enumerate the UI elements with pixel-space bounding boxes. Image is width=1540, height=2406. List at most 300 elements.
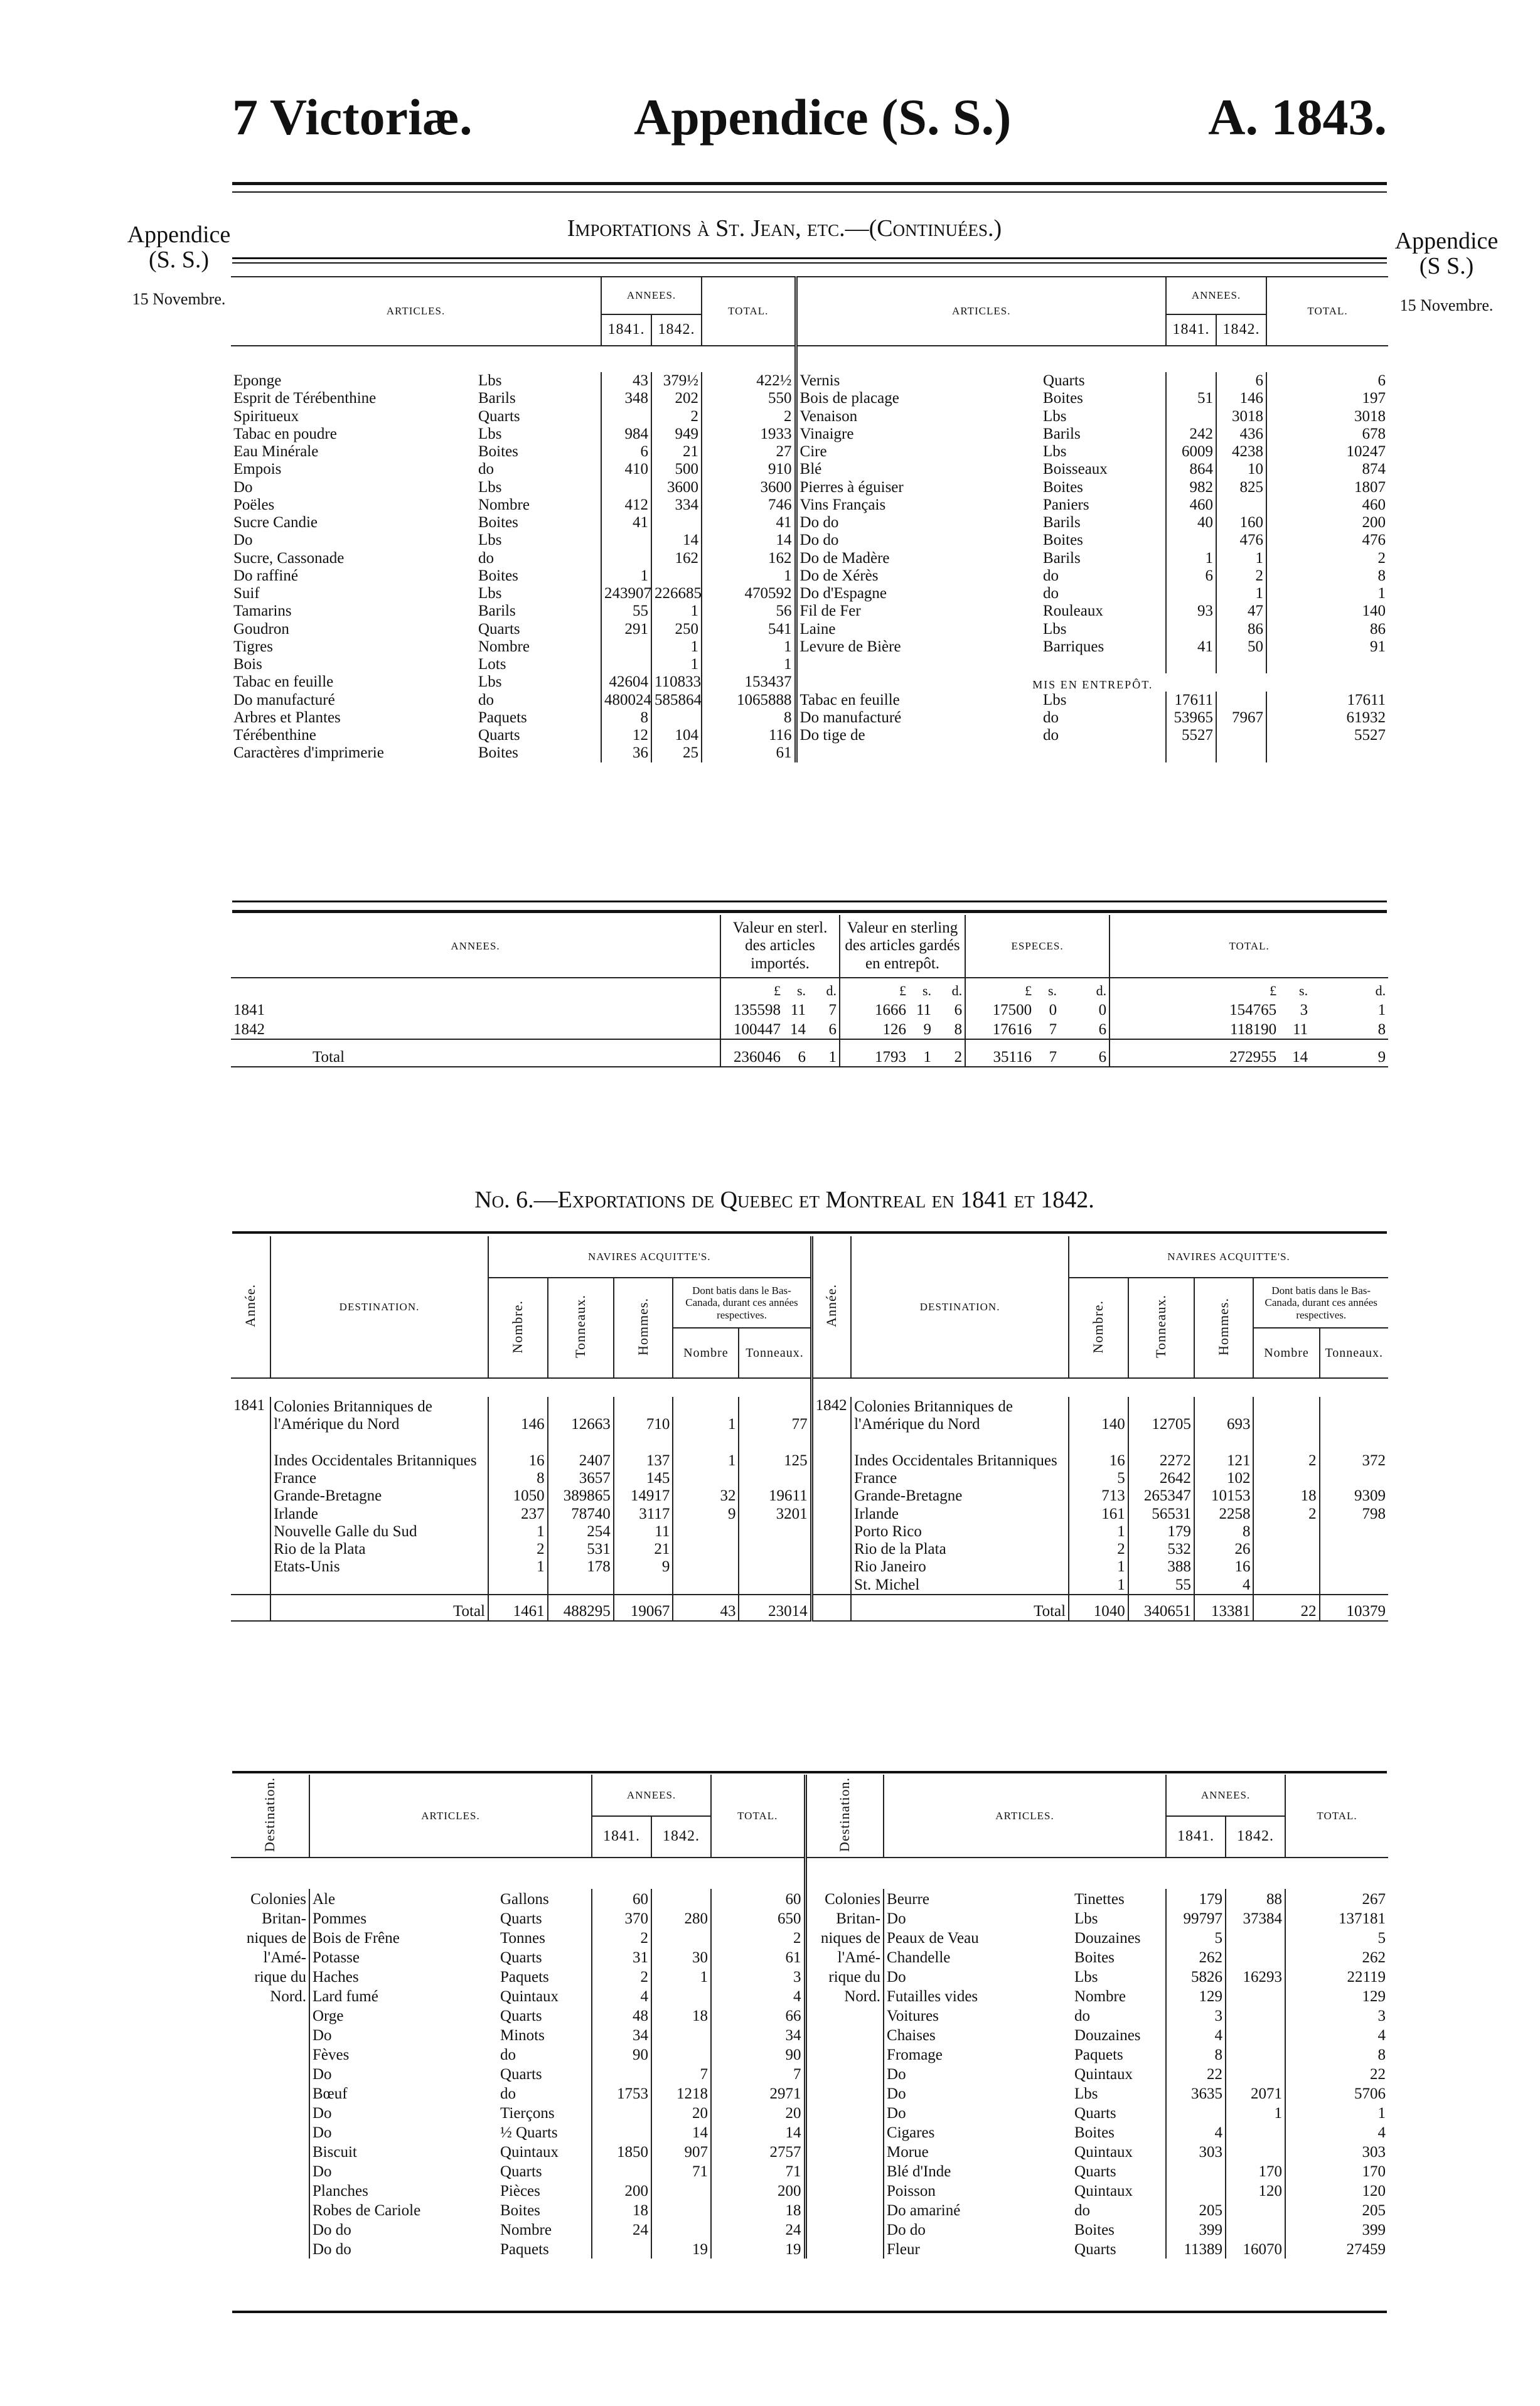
import-article: Tabac en feuille [233,673,334,691]
import-1841: 410 [601,461,651,478]
expart-unit: Tonnes [500,1929,545,1947]
expart-left-1841-head: 1841. [592,1816,651,1858]
imports-row [231,532,1388,549]
exports-right-navires-head: NAVIRES ACQUITTE'S. [1069,1236,1388,1278]
export-value [1320,1523,1388,1541]
imports-row [231,638,1388,656]
imports-left-1842-head: 1842. [651,314,702,346]
import-unit: Lbs [1043,620,1067,638]
summary-value: 8 [954,1020,963,1038]
export-value [739,1523,811,1541]
import-total: 1065888 [702,692,796,709]
expart-total: 34 [711,2025,805,2045]
imports-left-total-head: TOTAL. [702,277,796,346]
expart-unit: Quintaux [500,2143,559,2161]
expart-total: 2971 [711,2083,805,2103]
expart-right-1842-head: 1842. [1226,1816,1285,1858]
import-unit: do [478,691,494,708]
expart-article: Fromage [884,2045,1072,2064]
import-article: Venaison [796,408,1040,425]
expart-article: Peaux de Veau [884,1928,1072,1947]
expart-total: 19 [711,2239,805,2259]
expart-article: Do [884,2103,1072,2122]
expart-destination: Britan- [805,1908,884,1928]
header-rule-thin [232,191,1387,193]
export-value: 32 [673,1487,739,1505]
import-1841: 36 [601,744,651,762]
expart-unit: Paquets [500,1968,549,1986]
import-total: 746 [702,496,796,514]
exp-article-row [231,1889,1388,1908]
summary-total-value: 9 [1310,1039,1388,1067]
import-total: 2 [1266,550,1388,567]
summary-value: 7 [1049,1020,1057,1038]
exp-article-row [231,2025,1388,2045]
expart-1842 [1226,2006,1285,2025]
import-1841: 17611 [1166,692,1216,709]
expart-article: Do do [309,2220,498,2239]
export-value: 1 [673,1397,739,1433]
import-unit: Boites [478,744,518,762]
exports-year: 1842 [811,1397,851,1433]
export-value: 102 [1194,1470,1254,1487]
expart-article: Orge [309,2006,498,2025]
page-header [226,88,1387,163]
expart-unit: Boites [1074,2221,1115,2238]
expart-article: Ale [309,1889,498,1908]
import-1841: 982 [1166,479,1216,496]
import-total: 41 [702,514,796,532]
import-1841 [1166,621,1216,638]
summary-total-value: 6 [1059,1039,1110,1067]
side-right-label1: Appendice [1394,228,1499,254]
export-value [1320,1558,1388,1576]
import-article: Bois [233,656,262,673]
import-total: 1 [702,567,796,585]
import-1842: 25 [651,744,702,762]
summary-total-value: 6 [783,1039,808,1067]
import-unit: Lbs [1043,407,1067,425]
import-article: Sucre Candie [233,514,318,531]
expart-right-annees-head: ANNEES. [1166,1775,1285,1816]
expart-total: 4 [711,1986,805,2006]
expart-1842: 907 [651,2142,711,2161]
export-value: 14917 [614,1487,673,1505]
exp-article-row [231,2064,1388,2083]
expart-unit: Quintaux [1074,2182,1133,2200]
export-value: 16 [1194,1558,1254,1576]
import-1842 [651,514,702,532]
expart-destination: Nord. [805,1986,884,2006]
header-rule [232,182,1387,185]
expart-article: Fleur [884,2239,1072,2259]
export-value: 179 [1128,1523,1194,1541]
summary-value: 6 [1098,1020,1107,1038]
exp-article-row [231,2006,1388,2025]
summary-total-value: 1 [909,1039,934,1067]
import-article: Vernis [796,372,1040,390]
expart-1842 [1226,1947,1285,1967]
expart-total: 22 [1285,2064,1388,2083]
import-1842: 585864 [651,692,702,709]
export-value: 1 [1069,1523,1128,1541]
expart-1841: 200 [592,2181,651,2200]
import-1842: 21 [651,443,702,461]
exports-right-batis-head: Dont batis dans le Bas-Canada, durant ces années respectives. [1253,1278,1388,1328]
exp-articles-bottom-rule [232,2311,1387,2313]
export-value: 1 [673,1433,739,1470]
imports-left-1841-head: 1841. [601,314,651,346]
import-1842: 250 [651,621,702,638]
exp-article-row [231,1986,1388,2006]
expart-unit: Lbs [1074,1968,1098,1986]
export-value [1320,1397,1388,1433]
summary-top-rule [232,910,1387,913]
export-value [1253,1397,1319,1433]
import-article: Térébenthine [233,727,316,744]
import-article: Do d'Espagne [796,585,1040,602]
imports-table [231,276,1388,762]
summary-value: 135598 [720,999,783,1019]
export-value: 2407 [548,1433,614,1470]
import-1841: 1 [1166,550,1216,567]
expart-unit: Quintaux [500,1987,559,2005]
imports-row [231,461,1388,478]
header-appendix: Appendice (S. S.) [634,88,1012,146]
export-value [1320,1541,1388,1558]
import-1841: 8 [601,709,651,727]
expart-article: Do [309,2025,498,2045]
export-value: 178 [548,1558,614,1576]
expart-unit: Quarts [1074,2163,1116,2180]
import-total: 153437 [702,673,796,691]
export-value: 2258 [1194,1505,1254,1523]
imports-row [231,602,1388,620]
imports-caption: Importations à St. Jean, etc.—(Continuées.) [567,215,1002,242]
side-right-label2: (S S.) [1419,252,1474,279]
expart-1841: 303 [1166,2142,1226,2161]
import-total: 460 [1266,496,1388,514]
expart-destination: rique du [254,1968,306,1986]
import-1842: 162 [651,550,702,567]
expart-1842 [651,2045,711,2064]
expart-unit: Nombre [1074,1987,1126,2005]
import-unit: Boites [478,567,518,584]
expart-1841: 370 [592,1908,651,1928]
export-value: 125 [739,1433,811,1470]
exports-right-sub-ton: Tonneaux. [1320,1328,1388,1378]
import-1842 [651,567,702,585]
import-1841: 12 [601,727,651,744]
imports-row [231,443,1388,461]
expart-unit: do [500,2085,516,2102]
summary-unit: s. [1299,983,1308,999]
exp-article-row [231,1967,1388,1986]
exp-article-row [231,1908,1388,1928]
import-1842 [1216,727,1266,744]
import-unit: Lbs [1043,443,1067,460]
expart-unit: Quarts [1074,2240,1116,2258]
expart-1841: 4 [1166,2025,1226,2045]
expart-total: 18 [711,2200,805,2220]
expart-article: Bois de Frêne [309,1928,498,1947]
import-1842 [1216,692,1266,709]
imports-top-rule2 [232,262,1387,264]
expart-total: 4 [1285,2122,1388,2142]
expart-article: Do [884,2064,1072,2083]
export-value: 798 [1320,1505,1388,1523]
import-unit: Lbs [478,372,502,389]
exports-row [231,1487,1388,1505]
exports-caption: No. 6.—Exportations de Quebec et Montreal en 1841 et 1842. [474,1187,1094,1213]
import-unit: Quarts [478,620,520,638]
import-1842: 110833 [651,673,702,691]
expart-1841: 11389 [1166,2239,1226,2259]
expart-1842: 280 [651,1908,711,1928]
exports-row [231,1470,1388,1487]
import-total: 162 [702,550,796,567]
export-destination: Grande-Bretagne [270,1487,488,1505]
import-unit: Barils [478,390,516,407]
import-total: 1 [1266,585,1388,602]
expart-total: 200 [711,2181,805,2200]
import-1842: 2 [651,408,702,425]
expart-destination: Colonies [805,1889,884,1908]
expart-1841: 4 [592,1986,651,2006]
export-value: 8 [1194,1523,1254,1541]
imports-right-articles-head: ARTICLES. [796,277,1166,346]
import-1841 [1166,585,1216,602]
expart-article: Robes de Cariole [309,2200,498,2220]
side-label-left [113,223,245,307]
imports-row [231,479,1388,496]
import-total: 678 [1266,425,1388,443]
summary-unit: s. [1048,983,1057,999]
export-value [1320,1470,1388,1487]
expart-right-1841-head: 1841. [1166,1816,1226,1858]
import-total: 910 [702,461,796,478]
export-value: 140 [1069,1397,1128,1433]
exports-left-hommes-label: Hommes. [634,1297,651,1355]
import-article: Bois de placage [796,390,1040,407]
expart-unit: do [1074,2201,1091,2219]
expart-total: 650 [711,1908,805,1928]
import-1841 [601,408,651,425]
summary-value: 17500 [965,999,1034,1019]
expart-total: 14 [711,2122,805,2142]
exp-article-row [231,2239,1388,2259]
expart-total: 27459 [1285,2239,1388,2259]
import-total: 470592 [702,585,796,602]
import-total: 3018 [1266,408,1388,425]
import-total: 541 [702,621,796,638]
summary-total-value: 7 [1034,1039,1059,1067]
export-value: 21 [614,1541,673,1558]
expart-article: Do [884,2083,1072,2103]
summary-value: 6 [828,1020,837,1038]
expart-total: 267 [1285,1889,1388,1908]
exports-right-hommes-head [1194,1278,1254,1378]
import-1842 [1216,496,1266,514]
summary-gardes-head: Valeur en sterling des articles gardés en entrepôt. [840,915,965,978]
import-1842: 4238 [1216,443,1266,461]
expart-1841 [1166,2103,1226,2122]
expart-unit: ½ Quarts [500,2124,558,2141]
exports-total-row [231,1595,1388,1621]
expart-article: Futailles vides [884,1986,1072,2006]
summary-row [231,999,1388,1019]
exports-left-destination-head: DESTINATION. [270,1236,488,1378]
expart-article: Lard fumé [309,1986,498,2006]
import-article: Vinaigre [796,425,1040,443]
expart-unit: do [1074,2007,1091,2024]
exports-total-value: 10379 [1320,1595,1388,1621]
summary-total-row [231,1039,1388,1067]
expart-1842 [1226,2142,1285,2161]
expart-left-dest-head [231,1775,309,1858]
expart-right-articles-head: ARTICLES. [884,1775,1166,1858]
import-total: 476 [1266,532,1388,549]
import-unit: Barriques [1043,638,1104,655]
import-article: Levure de Bière [796,638,1040,656]
import-1841: 242 [1166,425,1216,443]
import-total: 5527 [1266,727,1388,744]
export-value: 531 [548,1541,614,1558]
expart-article: Do amariné [884,2200,1072,2220]
export-value: 9 [614,1558,673,1576]
export-destination: Nouvelle Galle du Sud [270,1523,488,1541]
summary-value: 1 [1377,1001,1386,1019]
expart-article: Fèves [309,2045,498,2064]
summary-value: 9 [923,1020,932,1038]
expart-left-dest-label: Destination. [261,1777,277,1852]
export-value: 372 [1320,1433,1388,1470]
import-1841 [1166,372,1216,390]
expart-unit: Quarts [500,2007,542,2024]
expart-1841: 5 [1166,1928,1226,1947]
exp-article-row [231,2161,1388,2181]
export-value: 4 [1194,1576,1254,1595]
export-value: 1 [1069,1558,1128,1576]
expart-unit: Paquets [500,2240,549,2258]
exp-article-row [231,1947,1388,1967]
import-1842: 3600 [651,479,702,496]
export-value [673,1558,739,1576]
summary-total-label: Total [231,1039,720,1067]
import-unit: Lbs [478,585,502,602]
imports-right-total-head: TOTAL. [1266,277,1388,346]
expart-1841 [1166,2161,1226,2181]
import-total: 91 [1266,638,1388,656]
import-article: Do tige de [796,727,1040,744]
side-right-date: 15 Novembre. [1399,296,1494,314]
import-unit: Nombre [478,496,530,513]
import-1842: 379½ [651,372,702,390]
summary-value: 3 [1300,1001,1308,1019]
import-unit: Paquets [478,708,527,726]
import-unit: Quarts [478,407,520,425]
exp-article-row [231,1928,1388,1947]
summary-unit: d. [1375,983,1386,999]
exports-left-tonneaux-head [548,1278,614,1378]
expart-unit: Quarts [1074,2104,1116,2122]
expart-1841: 1753 [592,2083,651,2103]
imports-top-rule [232,257,1387,259]
exports-right-nombre-head [1069,1278,1128,1378]
export-destination: Indes Occidentales Britanniques [270,1433,488,1470]
imports-row [231,425,1388,443]
import-total: 8 [702,709,796,727]
expart-1842: 1 [1226,2103,1285,2122]
expart-1841: 2 [592,1967,651,1986]
export-destination: Rio Janeiro [851,1558,1069,1576]
summary-value: 0 [1049,1001,1057,1019]
export-value: 1050 [488,1487,548,1505]
expart-total: 3 [711,1967,805,1986]
import-total: 86 [1266,621,1388,638]
exports-left-navires-head: NAVIRES ACQUITTE'S. [488,1236,811,1278]
export-value: 693 [1194,1397,1254,1433]
import-article: Do de Madère [796,550,1040,567]
import-1842: 50 [1216,638,1266,656]
summary-valeur-head: Valeur en sterl. des articles importés. [720,915,840,978]
import-1842: 14 [651,532,702,549]
import-total: 14 [702,532,796,549]
expart-unit: do [500,2046,516,2063]
import-total: 1 [702,656,796,673]
export-value [1320,1576,1388,1595]
exports-total-value: 22 [1253,1595,1319,1621]
export-value [1253,1576,1319,1595]
expart-1841: 24 [592,2220,651,2239]
imports-right-1841-head: 1841. [1166,314,1216,346]
import-article: Poëles [233,496,275,513]
export-value: 121 [1194,1433,1254,1470]
export-value: 78740 [548,1505,614,1523]
exports-right-sub-nombre: Nombre [1253,1328,1319,1378]
export-value: 16 [488,1433,548,1470]
import-article: Fil de Fer [796,602,1040,620]
imports-row [231,656,1388,673]
expart-1842 [651,2220,711,2239]
imports-row [231,673,1388,691]
expart-unit: Boites [1074,2124,1115,2141]
import-1841 [601,479,651,496]
summary-unit: £ [840,978,909,999]
expart-article: Haches [309,1967,498,1986]
imports-row [231,567,1388,585]
expart-left-annees-head: ANNEES. [592,1775,711,1816]
import-total: 422½ [702,372,796,390]
summary-value: 1666 [840,999,909,1019]
import-article: Sucre, Cassonade [233,549,345,567]
import-unit: Boites [478,443,518,460]
import-unit: do [1043,567,1059,584]
import-unit: Lbs [478,673,502,691]
import-article: Do manufacturé [233,691,335,708]
expart-1841: 399 [1166,2220,1226,2239]
summary-unit: £ [1110,978,1279,999]
import-article: Laine [796,621,1040,638]
expart-total: 303 [1285,2142,1388,2161]
summary-value: 8 [1377,1020,1386,1038]
export-value: 3657 [548,1470,614,1487]
expart-article: Bœuf [309,2083,498,2103]
import-unit: Nombre [478,638,530,655]
export-value: 26 [1194,1541,1254,1558]
import-1842: 6 [1216,372,1266,390]
entrepot-label: MIS EN ENTREPÔT. [796,673,1388,691]
